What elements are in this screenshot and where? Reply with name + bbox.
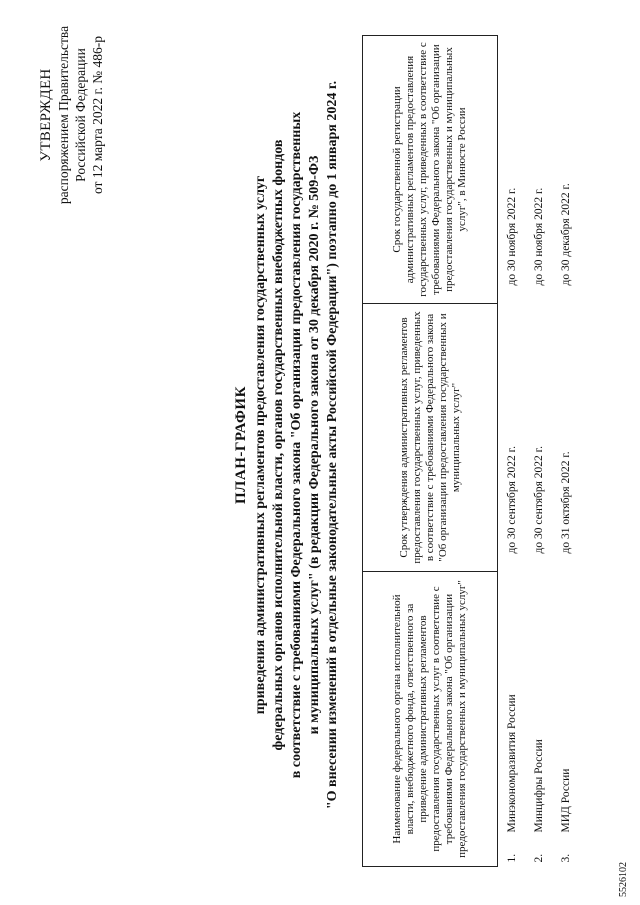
row-approval-deadline: до 30 сентября 2022 г. [505,446,518,554]
row-registration-deadline: до 30 декабря 2022 г. [559,183,572,286]
approval-heading: УТВЕРЖДЕН [38,68,54,162]
schedule-table [362,35,579,867]
row-approval-deadline: до 30 сентября 2022 г. [532,446,545,554]
table-row [498,36,526,867]
table-header-row [363,36,498,867]
row-organization: МИД России [559,768,572,833]
row-registration-deadline: до 30 ноября 2022 г. [505,187,518,286]
title-heading: ПЛАН-ГРАФИК [233,386,249,504]
row-organization: Минэкономразвития России [505,694,518,833]
header-organization: Наименование федерального органа исполнительной власти, внебюджетного фонда, ответственного за приведение административных регламентов предоставления государственных услуг в соответствие с требованиями Федерального закона "Об организации предоставления государственных и муниципальных услуг" [363,572,498,867]
table-row [525,36,552,867]
row-number: 3. [559,853,572,863]
row-organization: Минцифры России [532,739,545,833]
header-approval-deadline: Срок утверждения административных регламентов предоставления государственных услуг, приведенных в соответствие с требованиями Федерального закона "Об организации предоставления государственных и муниципальных услуг" [363,304,498,572]
row-number: 2. [532,853,545,863]
approval-line: Российской Федерации [73,48,88,182]
approval-date: от 12 марта 2022 г. № 486-р [90,35,105,195]
row-number: 1. [505,853,518,863]
header-registration-deadline: Срок государственной регистрации административных регламентов предоставления государственных услуг, приведенных в соответствие с требованиями Федерального закона "Об организации предоставления государственных и муниципальных услуг", в Минюсте России [363,36,498,304]
approval-line: распоряжением Правительства [56,25,71,205]
document-number: 5526102 [618,862,629,897]
title-line: и муниципальных услуг" (в редакции Федерального закона от 30 декабря 2020 г. № 509-ФЗ [307,155,322,735]
title-line: федеральных органов исполнительной власти, органов государственных внебюджетных фондов [271,139,286,751]
document-title [232,45,342,845]
title-line: приведения административных регламентов предоставления государственных услуг [253,175,268,715]
title-line: в соответствие с требованиями Федерального закона "Об организации предоставления государственных [289,111,304,779]
title-line: "О внесении изменений в отдельные законодательные акты Российской Федерации") поэтапно до 1 января 2024 г. [325,80,340,810]
row-approval-deadline: до 31 октября 2022 г. [559,451,572,554]
row-registration-deadline: до 30 ноября 2022 г. [532,187,545,286]
table-row [552,36,579,867]
approval-stamp [38,15,106,215]
